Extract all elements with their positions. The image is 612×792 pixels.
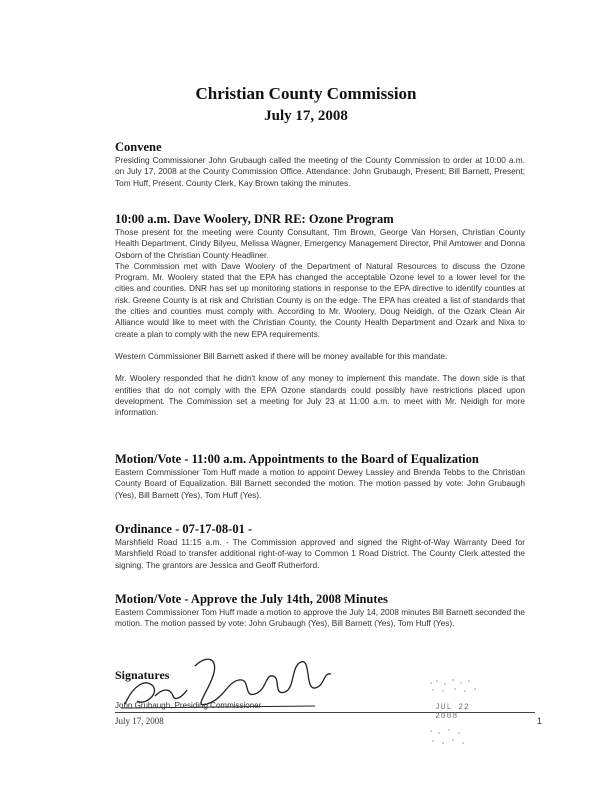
section-heading-ozone: 10:00 a.m. Dave Woolery, DNR RE: Ozone Program <box>115 212 394 226</box>
section-text-ozone <box>115 227 525 418</box>
paragraph: The Commission met with Dave Woolery of the Department of Natural Resources to discuss the Ozone Program. Mr. Woolery stated that the EPA has changed the acceptable Ozone level to a lower level for the cities and counties. DNR has set up monitoring stations in response to the EPA directive to identify counties at risk. Greene County is at risk and Christian County is on the edge. The EPA has created a list of standards that the cities and counties must comply with. According to Mr. Woolery, Doug Neidigh, of the Ozark Clean Air Alliance would like to meet with the Christian County, the County Health Department and Ozark and Nixa to create a plan to comply with the new EPA requirements. <box>115 260 525 339</box>
section-heading-convene: Convene <box>115 140 162 154</box>
paragraph: Western Commissioner Bill Barnett asked if there will be money available for this mandate. <box>115 350 448 361</box>
section-heading-minutes: Motion/Vote - Approve the July 14th, 2008 Minutes <box>115 592 388 606</box>
document-date: July 17, 2008 <box>264 108 348 124</box>
section-text-minutes <box>115 607 525 630</box>
paragraph: Eastern Commissioner Tom Huff made a motion to appoint Dewey Lassley and Brenda Tebbs to the Christian County Board of Equalization. Bill Barnett seconded the motion. The motion passed by vote: John Grubaugh (Yes), Bill Barnett (Yes), Tom Huff (Yes). <box>115 467 525 500</box>
section-heading-equalization: Motion/Vote - 11:00 a.m. Appointments to the Board of Equalization <box>115 452 479 466</box>
stamp-date: JUL 22 2008 <box>435 703 470 721</box>
paragraph: Marshfield Road 11:15 a.m. - The Commission approved and signed the Right-of-Way Warranty Deed for Marshfield Road to transfer additional right-of-way to Common 1 Road District. The County Clerk attested the signing. The grantors are Jessica and Geoff Rutherford. <box>115 537 525 570</box>
signature-date: July 17, 2008 <box>115 716 164 726</box>
paragraph: Those present for the meeting were County Consultant, Tim Brown, George Van Horsen, Christian County Health Department, Cindy Bilyeu, Melissa Wagner, Emergency Management Director, Phil Amtower and Donna Osborn of the Christian County Headliner. <box>115 227 525 260</box>
section-text-ordinance <box>115 537 525 571</box>
paragraph: Eastern Commissioner Tom Huff made a motion to approve the July 14, 2008 minutes Bill Barnett seconded the motion. The motion passed by vote: John Grubaugh (Yes), Bill Barnett (Yes), Tom Huff (Yes). <box>115 607 525 629</box>
page-number: 1 <box>537 716 543 726</box>
section-text-convene <box>115 155 525 189</box>
section-heading-ordinance: Ordinance - 07-17-08-01 - <box>115 522 253 536</box>
paragraph: Presiding Commissioner John Grubaugh called the meeting of the County Commission to order at 10:00 a.m. on July 17, 2008 at the County Commission Office. Attendance: John Grubaugh, Present; Bill Barnett, Present; Tom Huff, Present. County Clerk, Kay Brown taking the minutes. <box>115 155 525 188</box>
clerk-stamp <box>425 675 495 750</box>
section-text-equalization <box>115 467 525 501</box>
paragraph: Mr. Woolery responded that he didn't know of any money to implement this mandate. The down side is that entities that do not comply with the EPA Ozone standards could possibly have restrictions placed upon development. The Commission set a meeting for July 23 at 11:00 a.m. to meet with Mr. Neidigh for more information. <box>115 373 525 418</box>
signer-name: John Grubaugh, Presiding Commissioner <box>115 701 262 710</box>
signatures-label: Signatures <box>115 668 170 682</box>
document-title: Christian County Commission <box>195 84 417 103</box>
